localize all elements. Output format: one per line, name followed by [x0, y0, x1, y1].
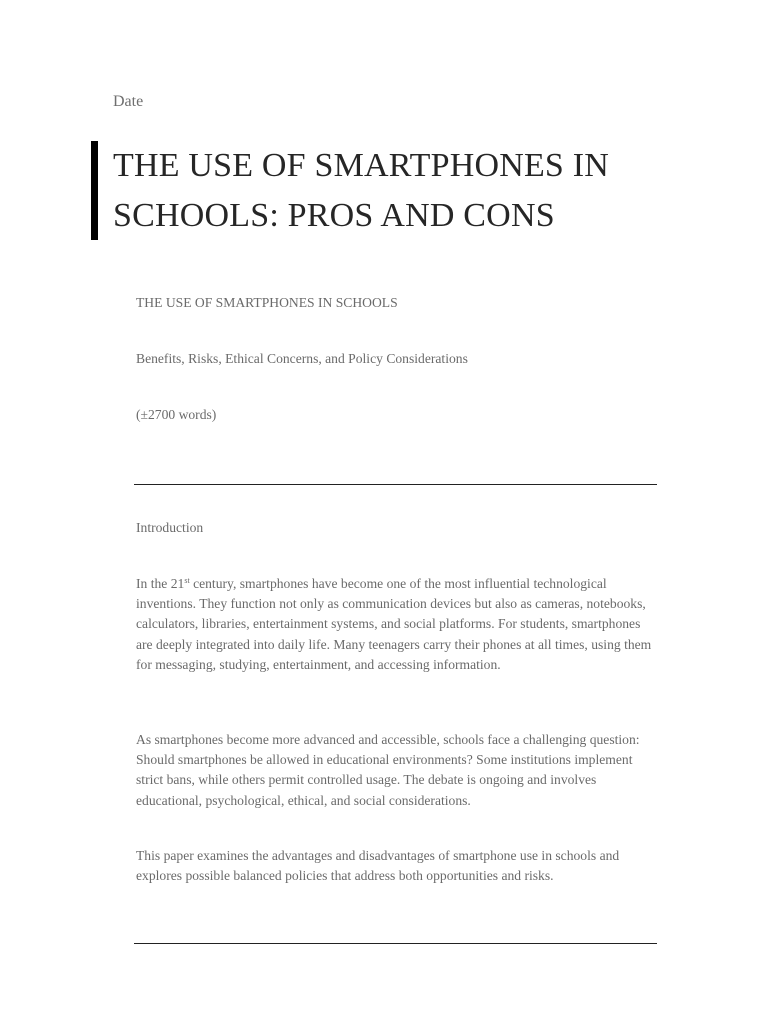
introduction-paragraph-3: This paper examines the advantages and disadvantages of smartphone use in schools and explores possible balanced policies that address both opportunities and risks.: [136, 848, 620, 884]
paragraph-text: century, smartphones have become one of the most influential technological inventions. They function not only as communication devices but also as cameras, notebooks, calculators, libraries, entertainment systems, and social platforms. For students, smartphones are deeply integrated into daily life. Many teenagers carry their phones at all times, using them for messaging, studying, entertainment, and accessing information.: [136, 576, 652, 672]
document-title: THE USE OF SMARTPHONES IN SCHOOLS: PROS AND CONS: [113, 147, 610, 234]
section-divider: [134, 484, 657, 485]
word-count: (±2700 words): [136, 407, 217, 422]
ordinal-suffix: st: [184, 576, 190, 585]
date-label: Date: [113, 93, 144, 110]
paragraph-text: In the 21: [136, 576, 185, 591]
introduction-heading: Introduction: [136, 520, 204, 535]
introduction-paragraph-1: [136, 574, 656, 675]
section-divider: [134, 943, 657, 944]
introduction-paragraph-2: As smartphones become more advanced and accessible, schools face a challenging question: Should smartphones be allowed in educational environments? Some institutions implement strict bans, while others permit controlled usage. The debate is ongoing and involves educational, psychological, ethical, and social considerations.: [136, 732, 640, 808]
title-accent-bar: [91, 141, 98, 240]
document-subtitle: THE USE OF SMARTPHONES IN SCHOOLS: [136, 295, 398, 310]
document-description: Benefits, Risks, Ethical Concerns, and Policy Considerations: [136, 351, 468, 366]
